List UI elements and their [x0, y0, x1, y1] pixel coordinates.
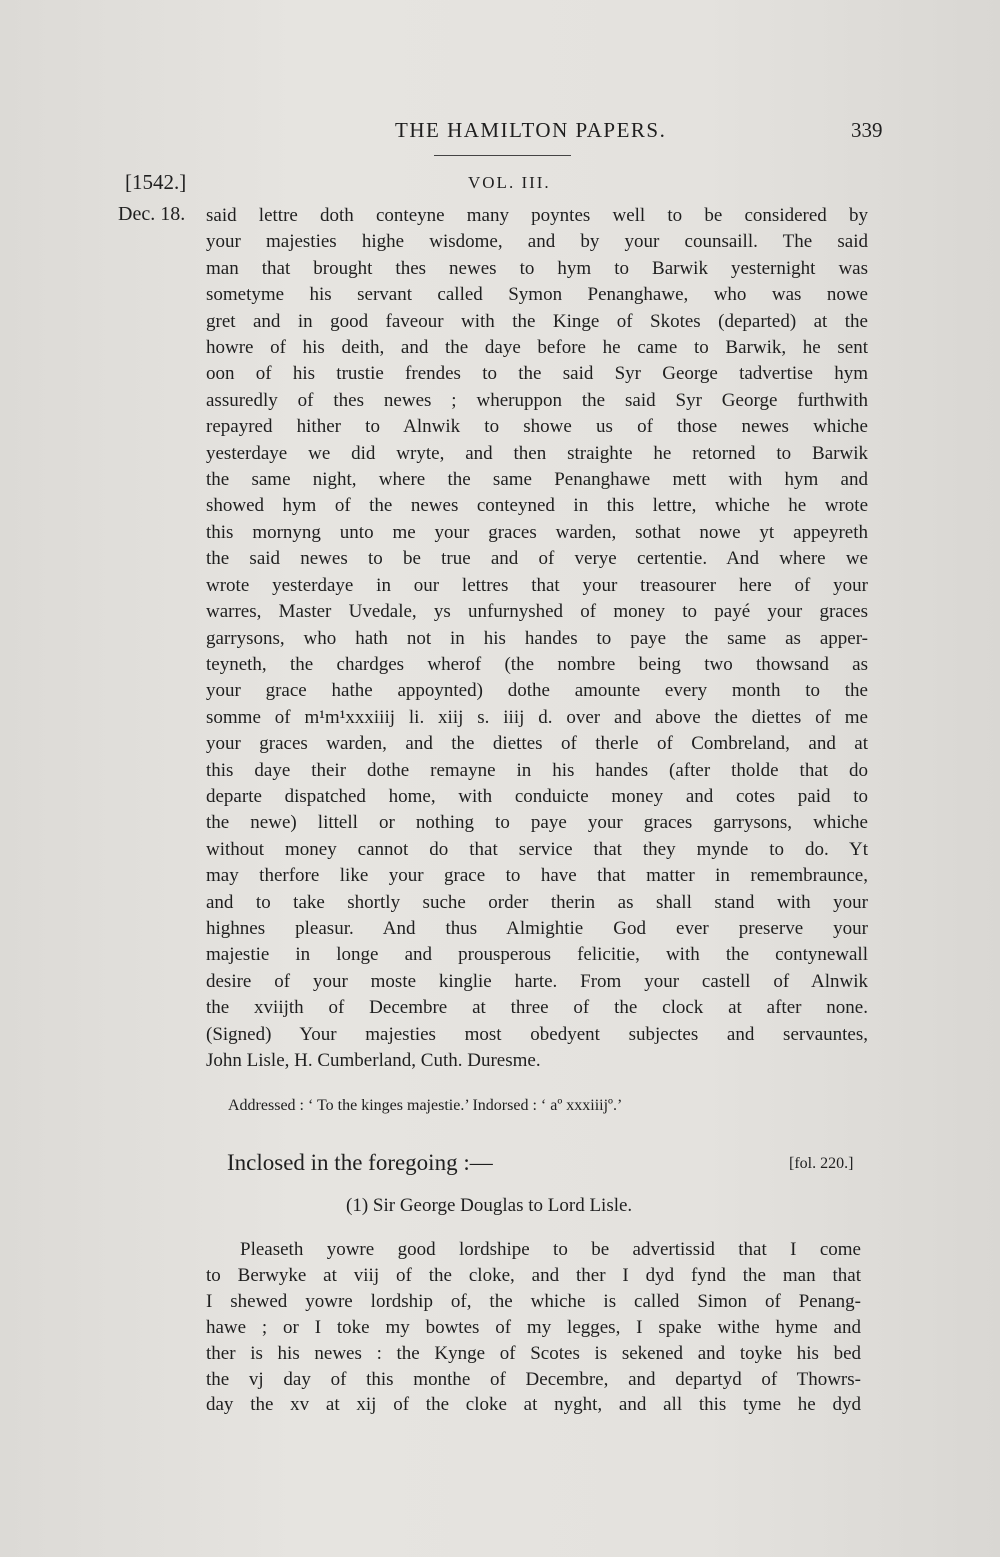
enclosure-body: [206, 1237, 861, 1418]
endorsement-note: Addressed : ‘ To the kinges majestie.’ Indorsed : ‘ aº xxxiiijº.’: [228, 1097, 623, 1114]
text-line: desire of your moste kinglie harte. From your castell of Alnwik: [206, 970, 868, 992]
text-line: repayred hither to Alnwik to showe us of those newes whiche: [206, 416, 868, 438]
text-line: gret and in good faveour with the Kinge of Skotes (departed) at the: [206, 310, 868, 332]
text-line: I shewed yowre lordship of, the whiche is called Simon of Penang-: [206, 1290, 861, 1312]
enclosure-heading: Inclosed in the foregoing :—: [227, 1150, 493, 1175]
text-line: sometyme his servant called Symon Penanghawe, who was nowe: [206, 284, 868, 306]
text-line: somme of m¹m¹xxxiiij li. xiij s. iiij d. over and above the diettes of me: [206, 706, 868, 728]
text-line: hawe ; or I toke my bowtes of my legges, I spake withe hyme and: [206, 1316, 861, 1338]
running-title: THE HAMILTON PAPERS.: [395, 118, 667, 142]
text-line: your graces warden, and the diettes of therle of Combreland, and at: [206, 733, 868, 755]
text-line: (Signed) Your majesties most obedyent subjectes and servauntes,: [206, 1023, 868, 1045]
text-line: assuredly of thes newes ; wheruppon the said Syr George furthwith: [206, 389, 868, 411]
text-line: may therfore like your grace to have that matter in remembraunce,: [206, 865, 868, 887]
text-line: yesterdaye we did wryte, and then straighte he retorned to Barwik: [206, 442, 868, 464]
title-rule: [434, 155, 571, 156]
text-line: ther is his newes : the Kynge of Scotes is sekened and toyke his bed: [206, 1342, 861, 1364]
text-line: this daye their dothe remayne in his handes (after tholde that do: [206, 759, 868, 781]
text-line: the vj day of this monthe of Decembre, and departyd of Thowrs-: [206, 1368, 861, 1390]
text-line: howre of his deith, and the daye before he came to Barwik, he sent: [206, 337, 868, 359]
text-line: showed hym of the newes conteyned in this lettre, whiche he wrote: [206, 495, 868, 517]
text-line: day the xv at xij of the cloke at nyght, and all this tyme he dyd: [206, 1394, 861, 1416]
text-line: your majesties highe wisdome, and by your counsaill. The said: [206, 231, 868, 253]
text-line: without money cannot do that service that they mynde to do. Yt: [206, 838, 868, 860]
text-line: man that brought thes newes to hym to Barwik yesternight was: [206, 257, 868, 279]
text-line: majestie in longe and prousperous felicitie, with the contynewall: [206, 944, 868, 966]
signature-line: John Lisle, H. Cumberland, Cuth. Duresme.: [206, 1050, 541, 1071]
text-line: highnes pleasur. And thus Almightie God ever preserve your: [206, 917, 868, 939]
text-line: said lettre doth conteyne many poyntes well to be considered by: [206, 205, 868, 226]
letter-body: [206, 203, 868, 1074]
text-line: to Berwyke at viij of the cloke, and ther I dyd fynd the man that: [206, 1264, 861, 1286]
folio-reference: [fol. 220.]: [789, 1155, 854, 1172]
text-line: wrote yesterdaye in our lettres that your treasourer here of your: [206, 574, 868, 596]
page-number: 339: [851, 118, 883, 142]
text-line: garrysons, who hath not in his handes to paye the same as apper-: [206, 627, 868, 649]
text-line: departe dispatched home, with conduicte money and cotes paid to: [206, 785, 868, 807]
text-line: and to take shortly suche order therin as shall stand with your: [206, 891, 868, 913]
text-line: the same night, where the same Penanghawe mett with hym and: [206, 469, 868, 491]
text-line: warres, Master Uvedale, ys unfurnyshed of money to payé your graces: [206, 601, 868, 623]
text-line: teyneth, the chardges wherof (the nombre being two thowsand as: [206, 653, 868, 675]
year-tag: [1542.]: [125, 170, 187, 194]
text-line: your grace hathe appoynted) dothe amounte every month to the: [206, 680, 868, 702]
text-line: Pleaseth yowre good lordshipe to be advertissid that I come: [240, 1239, 861, 1260]
volume-label: VOL. III.: [468, 173, 551, 192]
text-line: the said newes to be true and of verye certentie. And where we: [206, 548, 868, 570]
text-line: oon of his trustie frendes to the said Syr George tadvertise hym: [206, 363, 868, 385]
text-line: this mornyng unto me your graces warden, sothat nowe yt appeyreth: [206, 521, 868, 543]
enclosure-subheading: (1) Sir George Douglas to Lord Lisle.: [346, 1195, 633, 1216]
text-line: the newe) littell or nothing to paye your graces garrysons, whiche: [206, 812, 868, 834]
text-line: the xviijth of Decembre at three of the clock at after none.: [206, 997, 868, 1019]
margin-date: Dec. 18.: [118, 203, 186, 225]
